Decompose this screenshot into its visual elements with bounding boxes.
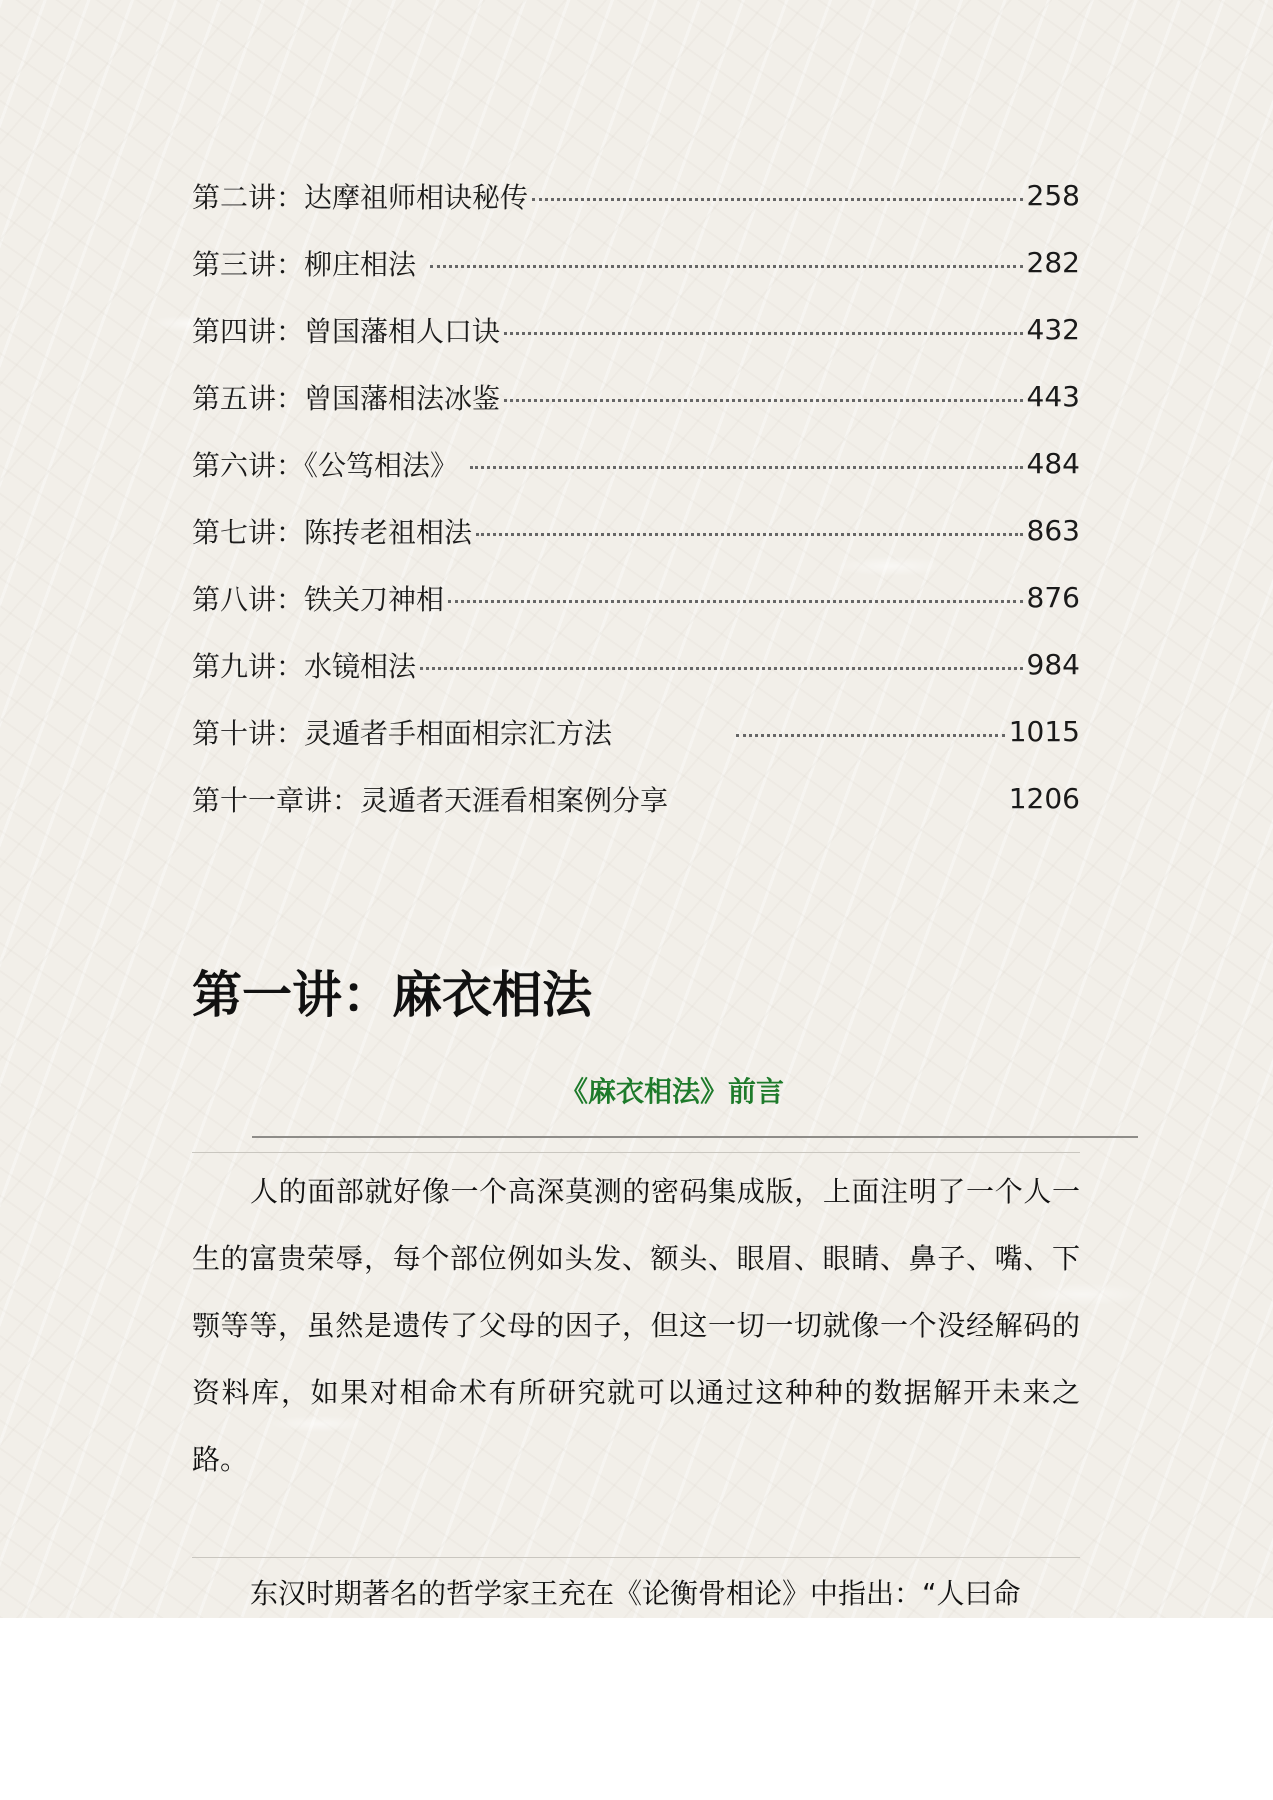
toc-entry[interactable] — [192, 698, 1080, 765]
toc-entry-label: 第三讲：柳庄相法 — [192, 247, 417, 281]
toc-entry-page: 863 — [1026, 514, 1080, 547]
toc-dot-leader — [736, 734, 1005, 737]
toc-entry-page: 984 — [1026, 648, 1080, 681]
toc-entry[interactable] — [192, 765, 1080, 832]
toc-entry-page: 443 — [1026, 380, 1080, 413]
toc-entry[interactable] — [192, 430, 1080, 497]
toc-dot-leader — [430, 265, 1023, 268]
toc-entry-page: 876 — [1026, 581, 1080, 614]
toc-entry-label: 第二讲：达摩祖师相诀秘传 — [192, 180, 529, 214]
toc-dot-leader — [470, 466, 1023, 469]
toc-entry-page: 1206 — [1008, 782, 1080, 815]
chapter-title: 第一讲：麻衣相法 — [192, 965, 592, 1024]
toc-entry[interactable] — [192, 363, 1080, 430]
body-paragraph: 人的面部就好像一个高深莫测的密码集成版，上面注明了一个人一生的富贵荣辱，每个部位例如头发、额头、眼眉、眼睛、鼻子、嘴、下颚等等，虽然是遗传了父母的因子，但这一切一切就像一个没经解码的资料库，如果对相命术有所研究就可以通过这种种的数据解开未来之路。 — [192, 1175, 1080, 1476]
toc-dot-leader — [532, 198, 1023, 201]
toc-entry-label: 第七讲：陈抟老祖相法 — [192, 515, 473, 549]
toc-dot-leader — [504, 399, 1023, 402]
toc-entry-label: 第四讲：曾国藩相人口诀 — [192, 314, 501, 348]
toc-entry-page: 258 — [1026, 179, 1080, 212]
toc-entry-label: 第八讲：铁关刀神相 — [192, 582, 445, 616]
paragraph-divider — [192, 1557, 1080, 1558]
toc-entry[interactable] — [192, 229, 1080, 296]
toc-entry[interactable] — [192, 296, 1080, 363]
toc-entry[interactable] — [192, 497, 1080, 564]
toc-entry-label: 第六讲：《公笃相法》 — [192, 448, 459, 482]
toc-entry-label: 第九讲：水镜相法 — [192, 649, 417, 683]
toc-entry-label: 第五讲：曾国藩相法冰鉴 — [192, 381, 501, 415]
toc-dot-leader — [504, 332, 1023, 335]
toc-entry-page: 432 — [1026, 313, 1080, 346]
toc-dot-leader — [476, 533, 1023, 536]
toc-entry[interactable] — [192, 564, 1080, 631]
section-heading: 《麻衣相法》前言 — [559, 1075, 784, 1108]
toc-entry-label: 第十一章讲：灵遁者天涯看相案例分享 — [192, 783, 669, 817]
toc-entry-page: 282 — [1026, 246, 1080, 279]
toc-entry-page: 484 — [1026, 447, 1080, 480]
toc-dot-leader — [420, 667, 1023, 670]
heading-underline — [252, 1136, 1138, 1138]
toc-dot-leader — [448, 600, 1023, 603]
toc-entry-page: 1015 — [1008, 715, 1080, 748]
toc-entry[interactable] — [192, 631, 1080, 698]
toc-entry-label: 第十讲：灵遁者手相面相宗汇方法 — [192, 716, 613, 750]
section-divider — [192, 1152, 1080, 1153]
table-of-contents — [192, 162, 1080, 832]
toc-entry[interactable] — [192, 162, 1080, 229]
body-paragraph: 东汉时期著名的哲学家王充在《论衡骨相论》中指出：“人曰命 — [250, 1577, 1021, 1610]
